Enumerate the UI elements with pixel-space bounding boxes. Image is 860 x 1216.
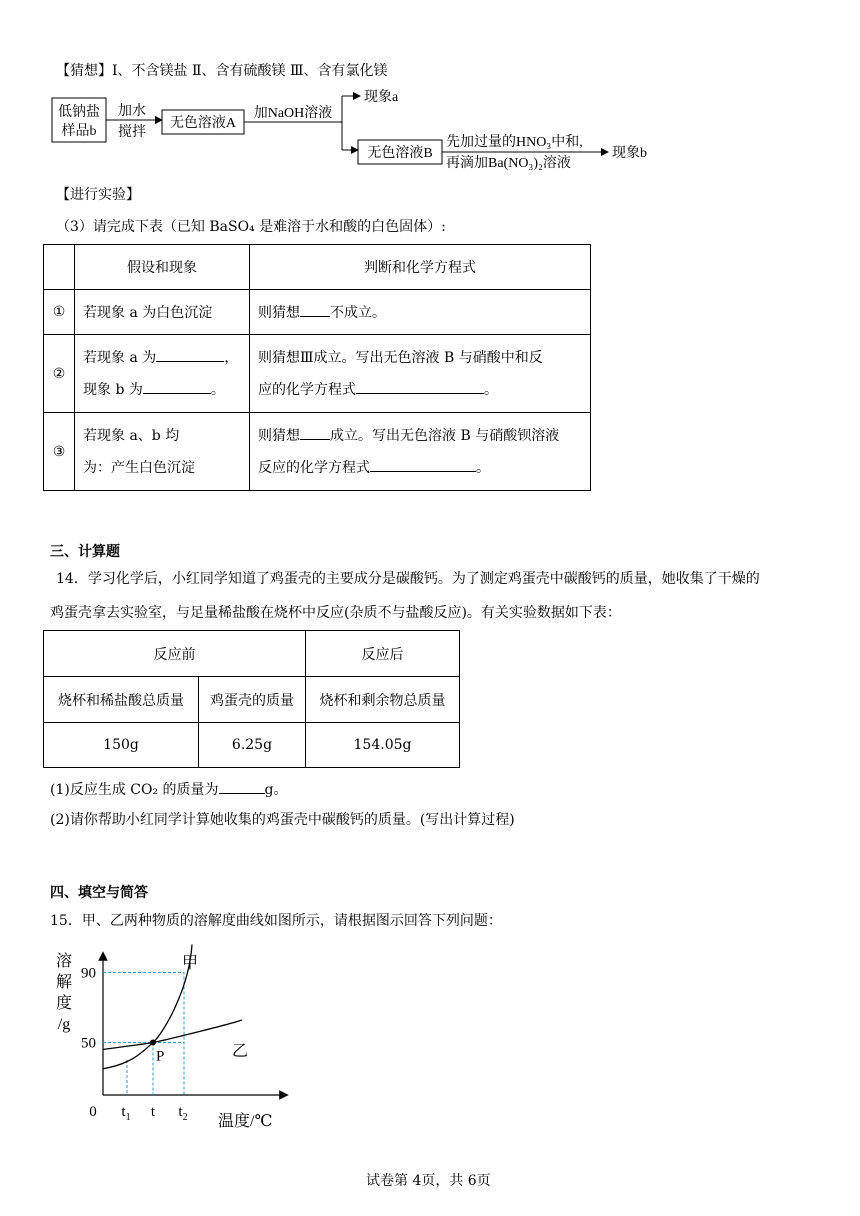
row3-hypothesis [75,413,250,491]
x-tick-label-0: 0 [89,1104,97,1120]
y-tick-label: 90 [81,965,96,982]
row2-blank-a[interactable] [156,347,224,362]
q14-part1 [50,779,288,799]
egg-shell-table [43,630,460,768]
section-3-heading: 三、计算题 [50,544,120,560]
row1-blank[interactable] [300,302,330,317]
y-tick-label: 50 [81,1035,96,1052]
series-label-jia: 甲 [182,955,199,972]
q14-part1-b: g。 [264,782,288,798]
intersection-point [150,1040,156,1046]
x-axis-label: 温度/℃ [218,1113,273,1130]
row2-judgement [250,335,591,413]
table1-header-2: 判断和化学方程式 [250,245,591,290]
row1-number: ① [44,290,75,335]
q14-part2: (2)请你帮助小红同学计算她收集的鸡蛋壳中碳酸钙的质量。(写出计算过程) [50,812,515,828]
row2-hypothesis [75,335,250,413]
phen-a-label: 现象a [364,90,399,105]
curve-yi [103,1020,242,1050]
solution-b-label: 无色溶液B [367,146,433,161]
sample-label-2: 样品b [61,124,97,139]
step3-label-1: 先加过量的HNO₃中和, [446,135,583,150]
row2-blank-c[interactable] [356,379,484,394]
step1-label-1: 加水 [118,104,146,119]
row3-blank-b[interactable] [370,457,476,472]
row2-judge-b: 应的化学方程式 [258,381,356,398]
series-label-yi: 乙 [232,1043,249,1060]
y-axis-label-char: 度 [55,995,73,1012]
q14-line-1: 14．学习化学后，小红同学知道了鸡蛋壳的主要成分是碳酸钙。为了测定鸡蛋壳中碳酸钙的质量，她收集了干燥的 [56,571,760,587]
row2-hyp-a: 若现象 a 为 [83,349,157,366]
section-4-heading: 四、填空与简答 [50,885,148,901]
solubility-chart [46,944,296,1134]
y-axis-label-char: /g [57,1016,71,1033]
solution-a-label: 无色溶液A [169,116,237,131]
row3-judge-d: 。 [476,459,490,476]
flow-diagram [50,84,670,170]
row2-hyp-b: ， [224,349,239,366]
phen-b-label: 现象b [612,146,647,161]
y-axis-label-char: 解 [55,974,73,991]
table2-val3: 154.05g [306,723,460,768]
hypothesis-line: 【猜想】Ⅰ、不含镁盐 Ⅱ、含有硫酸镁 Ⅲ、含有氯化镁 [56,63,388,79]
x-tick-label-t: t [150,1104,156,1120]
row2-judge-c: 。 [484,381,498,398]
sample-label-1: 低钠盐 [58,105,100,120]
row2-hyp-d: 。 [210,381,225,398]
row3-judge-c: 反应的化学方程式 [258,459,370,476]
hypothesis-table [43,244,591,491]
table2-col3: 烧杯和剩余物总质量 [306,677,460,723]
guide-90 [103,973,184,1096]
row3-number: ③ [44,413,75,491]
curve-jia [103,945,192,1069]
row1-hypothesis: 若现象 a 为白色沉淀 [75,290,250,335]
step1-label-2: 搅拌 [118,125,146,140]
table1-corner [44,245,75,290]
row3-hyp-b: 为：产生白色沉淀 [83,459,195,476]
x-tick-label-t1: $t_1$ [121,1104,131,1123]
point-label: P [156,1048,165,1065]
table1-header-1: 假设和现象 [75,245,250,290]
table2-val1: 150g [44,723,199,768]
row1-judgement-b: 不成立。 [330,305,386,321]
table2-before: 反应前 [44,631,306,677]
q14-blank[interactable] [219,779,265,794]
page-footer: 试卷第 4页，共 6页 [366,1173,491,1189]
row1-judgement [250,290,591,335]
table2-after: 反应后 [306,631,460,677]
row3-judge-b: 成立。写出无色溶液 B 与硝酸钡溶液 [330,427,560,444]
q14-part1-a: (1)反应生成 CO₂ 的质量为 [50,782,219,798]
row3-blank-a[interactable] [300,425,330,440]
q14-line-2: 鸡蛋壳拿去实验室，与足量稀盐酸在烧杯中反应(杂质不与盐酸反应)。有关实验数据如下表： [50,605,621,621]
row2-judge-a: 则猜想Ⅲ成立。写出无色溶液 B 与硝酸中和反 [258,349,543,366]
table2-col2: 鸡蛋壳的质量 [199,677,306,723]
row2-hyp-c: 现象 b 为 [83,381,143,398]
experiment-heading: 【进行实验】 [56,187,140,203]
y-axis-label-char: 溶 [55,953,73,970]
table2-val2: 6.25g [199,723,306,768]
row3-judgement [250,413,591,491]
q3-text: （3）请完成下表（已知 BaSO₄ 是难溶于水和酸的白色固体）: [56,219,446,235]
step3-label-2: 再滴加Ba(NO₃)₂溶液 [446,156,571,170]
q15-text: 15．甲、乙两种物质的溶解度曲线如图所示，请根据图示回答下列问题： [50,913,502,929]
row2-blank-b[interactable] [143,379,211,394]
row3-judge-a: 则猜想 [258,427,300,444]
row3-hyp-a: 若现象 a、b 均 [83,427,180,444]
step2-label: 加NaOH溶液 [253,106,333,121]
row1-judgement-a: 则猜想 [258,305,300,321]
table2-col1: 烧杯和稀盐酸总质量 [44,677,199,723]
row2-number: ② [44,335,75,413]
x-tick-label-t2: $t_2$ [178,1104,188,1123]
